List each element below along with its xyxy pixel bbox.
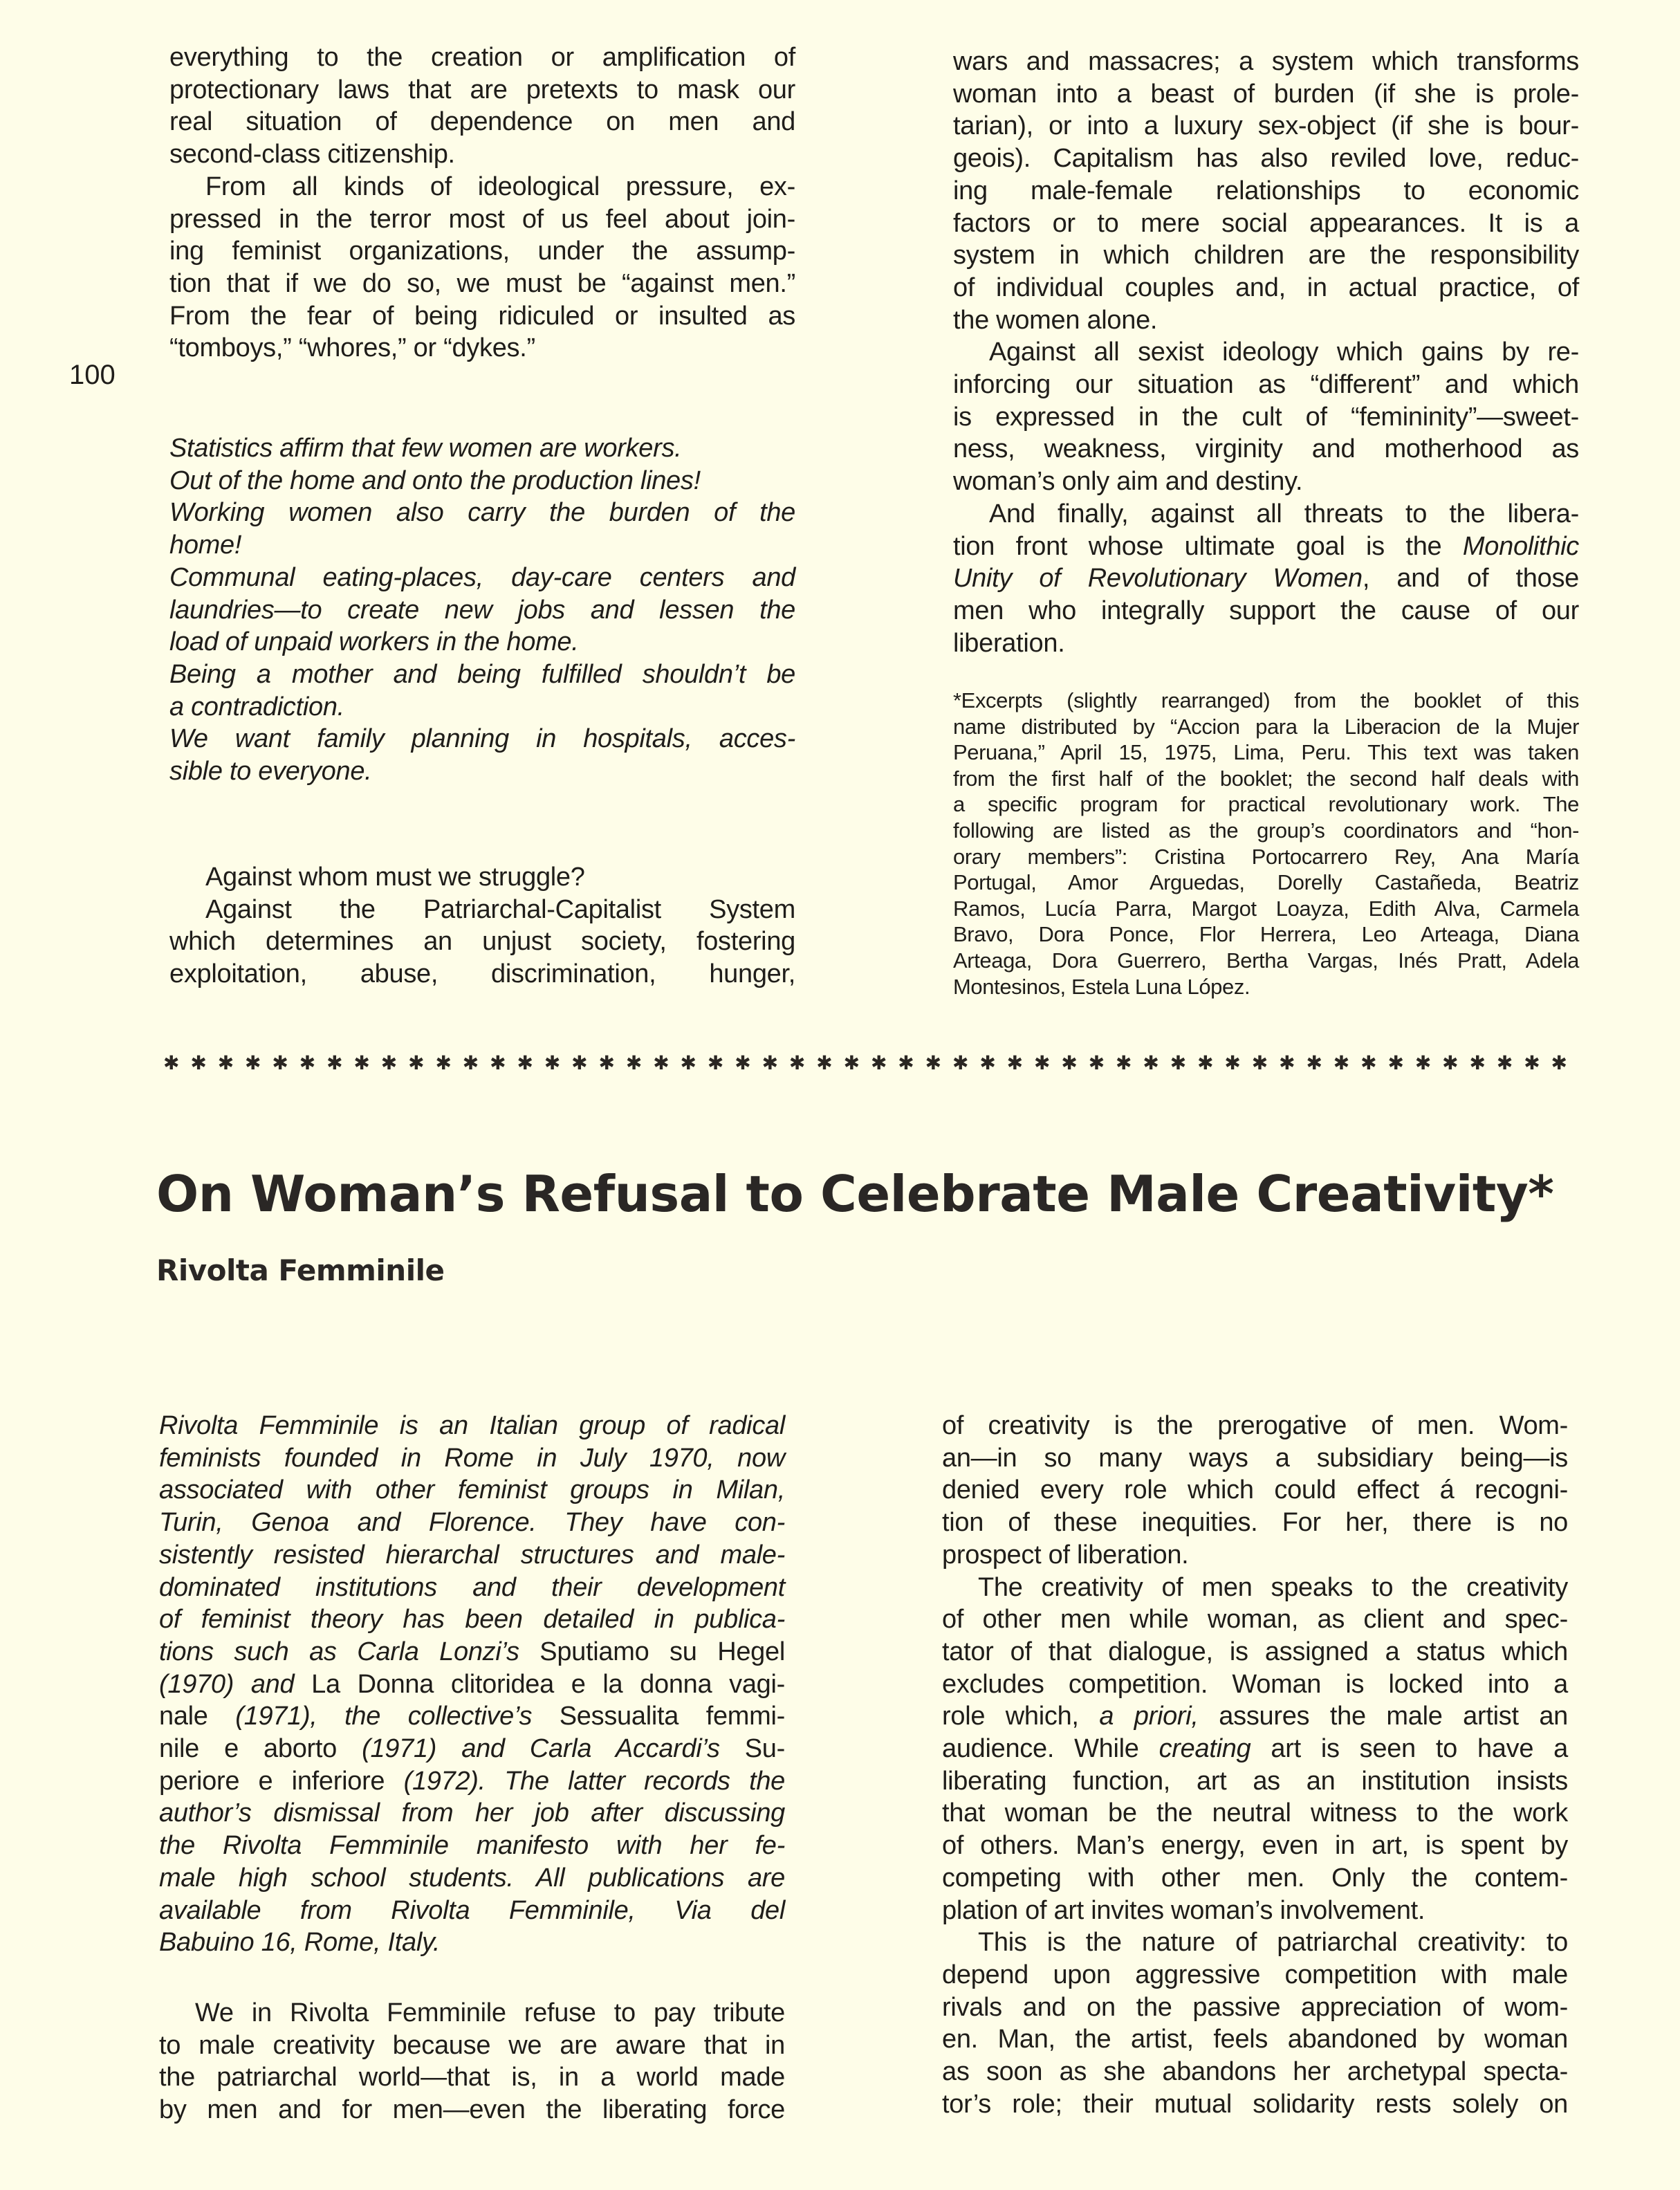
star-icon: ✱ — [517, 1052, 533, 1074]
text-segment: tor’s role; their mutual solidarity rests solely on — [942, 2089, 1568, 2119]
paragraph — [953, 498, 1579, 660]
text-segment: depend upon aggressive competition with male — [942, 1960, 1568, 1989]
text-line — [159, 1636, 785, 1668]
star-icon: ✱ — [462, 1052, 479, 1074]
star-icon: ✱ — [245, 1052, 261, 1074]
text-segment: of others. Man’s energy, even in art, is spent by — [942, 1831, 1568, 1861]
italic-segment: (1971), the collective’s — [207, 1702, 560, 1731]
text-line: Statistics affirm that few women are workers. — [169, 434, 682, 463]
paragraph — [942, 1410, 1568, 1572]
text-line: pressed in the terror most of us feel about join- — [169, 204, 795, 234]
italic-segment: tions such as Carla Lonzi’s — [159, 1637, 540, 1666]
star-icon: ✱ — [1414, 1052, 1432, 1074]
text-line: ness, weakness, virginity and motherhood as — [953, 434, 1579, 464]
text-line — [942, 2056, 1568, 2088]
italic-segment: dominated institutions and their development — [159, 1572, 785, 1602]
text-line — [942, 1765, 1568, 1798]
text-line: home! — [169, 531, 242, 560]
italic-segment: of feminist theory has been detailed in publica- — [159, 1605, 785, 1635]
italic-segment: feminists founded in Rome in July 1970, now — [159, 1443, 785, 1473]
text-segment: Sessualita femmi- — [559, 1702, 785, 1731]
top-right-column — [953, 46, 1579, 659]
italic-segment: a priori, — [1099, 1702, 1199, 1731]
text-segment: of other men while woman, as client and spec- — [942, 1605, 1568, 1635]
star-icon: ✱ — [898, 1052, 914, 1074]
text-segment: And finally, against all threats to the libera- — [989, 499, 1579, 528]
text-line: Against all sexist ideology which gains by re- — [989, 338, 1579, 367]
text-line — [942, 1603, 1568, 1636]
text-segment: assures the male artist an — [1198, 1702, 1569, 1731]
text-line — [942, 1862, 1568, 1895]
star-icon: ✱ — [979, 1052, 996, 1074]
top-left-column — [169, 42, 795, 365]
slogan — [169, 497, 795, 561]
text-line: exploitation, abuse, discrimination, hunger, — [169, 959, 795, 989]
star-icon: ✱ — [1061, 1052, 1078, 1074]
italic-segment: sistently resisted hierarchal structures and male- — [159, 1540, 785, 1570]
star-icon: ✱ — [1387, 1052, 1404, 1074]
text-segment: denied every role which could effect á recogni- — [942, 1475, 1568, 1505]
text-line — [159, 1603, 785, 1636]
text-line: is expressed in the cult of “femininity”—sweet- — [953, 402, 1579, 432]
text-line: which determines an unjust society, fostering — [169, 927, 795, 957]
text-segment: rivals and on the passive appreciation of wom- — [942, 1992, 1568, 2022]
text-segment: The creativity of men speaks to the creativity — [978, 1572, 1568, 1602]
paragraph — [953, 336, 1579, 498]
text-line — [942, 1959, 1568, 1991]
paragraph — [169, 894, 795, 991]
text-line — [159, 1765, 785, 1798]
text-line — [159, 1733, 785, 1765]
text-segment: men who integrally support the cause of our — [953, 596, 1579, 625]
text-segment: periore e inferiore — [159, 1766, 385, 1796]
text-line: geois). Capitalism has also reviled love, reduc- — [953, 144, 1579, 174]
text-line: From all kinds of ideological pressure, ex- — [205, 172, 795, 201]
text-line — [942, 2088, 1568, 2121]
text-segment: that woman be the neutral witness to the work — [942, 1798, 1568, 1828]
text-line: We in Rivolta Femminile refuse to pay tribute — [195, 1998, 785, 2027]
text-line: the patriarchal world—that is, in a world made — [159, 2063, 785, 2092]
star-icon: ✱ — [408, 1052, 425, 1074]
text-segment: an—in so many ways a subsidiary being—is — [942, 1443, 1568, 1473]
slogan — [169, 723, 795, 787]
star-icon: ✱ — [1279, 1052, 1295, 1074]
text-line: Against the Patriarchal-Capitalist System — [205, 894, 795, 924]
text-line — [942, 1830, 1568, 1862]
italic-segment: Monolithic — [1462, 531, 1579, 561]
text-line — [159, 1862, 785, 1895]
star-icon: ✱ — [1360, 1052, 1377, 1074]
italic-segment: (1971) and Carla Accardi’s — [336, 1734, 745, 1764]
text-line — [942, 1700, 1568, 1733]
star-icon: ✱ — [1034, 1052, 1051, 1074]
star-icon: ✱ — [735, 1052, 751, 1074]
text-segment: audience. While — [942, 1734, 1159, 1764]
text-line — [159, 1830, 785, 1862]
text-line: tion that if we do so, we must be “against men.” — [169, 268, 795, 298]
page-number: 100 — [69, 360, 116, 390]
text-line — [942, 2023, 1568, 2056]
star-icon: ✱ — [1143, 1052, 1159, 1074]
star-icon: ✱ — [190, 1052, 207, 1074]
star-icon: ✱ — [598, 1052, 615, 1074]
star-icon: ✱ — [272, 1052, 288, 1074]
star-icon: ✱ — [1551, 1052, 1567, 1074]
italic-segment: associated with other feminist groups in Milan, — [159, 1475, 785, 1505]
star-icon: ✱ — [326, 1052, 343, 1074]
text-segment: nile e aborto — [159, 1734, 337, 1764]
text-line: sible to everyone. — [169, 757, 372, 786]
text-line: second-class citizenship. — [169, 140, 455, 169]
text-line: Against whom must we struggle? — [205, 863, 585, 892]
star-icon: ✱ — [1251, 1052, 1268, 1074]
text-line: a contradiction. — [169, 692, 344, 721]
text-line: Arteaga, Dora Guerrero, Bertha Vargas, Inés Pratt, Adela — [953, 948, 1579, 973]
text-line — [159, 1539, 785, 1572]
text-line — [942, 1474, 1568, 1507]
text-line: system in which children are the responsibility — [953, 241, 1579, 270]
text-segment: , and of those — [1362, 564, 1579, 593]
text-line — [953, 562, 1579, 595]
star-icon: ✱ — [571, 1052, 588, 1074]
text-line: “tomboys,” “whores,” or “dykes.” — [169, 333, 535, 363]
star-icon: ✱ — [217, 1052, 234, 1074]
text-line — [942, 1797, 1568, 1830]
paragraph — [942, 1926, 1568, 2120]
star-icon: ✱ — [1197, 1052, 1214, 1074]
text-line: protectionary laws that are pretexts to mask our — [169, 75, 795, 104]
text-line: to male creativity because we are aware that in — [159, 2030, 785, 2060]
text-line: *Excerpts (slightly rearranged) from the booklet of this — [953, 688, 1579, 712]
text-segment: as soon as she abandons her archetypal specta- — [942, 2057, 1568, 2087]
star-icon: ✱ — [707, 1052, 724, 1074]
text-line: orary members”: Cristina Portocarrero Rey, Ana María — [953, 844, 1579, 869]
text-segment: role which, — [942, 1702, 1100, 1731]
text-line — [942, 1991, 1568, 2024]
star-icon: ✱ — [816, 1052, 833, 1074]
text-segment: liberating function, art as an institution insists — [942, 1766, 1568, 1796]
paragraph — [169, 861, 795, 894]
footnote — [953, 688, 1579, 1000]
text-line: following are listed as the group’s coordinators and “hon- — [953, 818, 1579, 843]
paragraph — [942, 1572, 1568, 1927]
text-line: factors or to mere social appearances. It is a — [953, 208, 1579, 238]
text-segment: tion of these inequities. For her, there is no — [942, 1508, 1568, 1538]
text-line: ing feminist organizations, under the assump- — [169, 237, 795, 266]
italic-segment: author’s dismissal from her job after discussing — [159, 1798, 785, 1828]
text-line: from the first half of the booklet; the second half deals with — [953, 766, 1579, 791]
text-line — [953, 498, 1579, 531]
article-right-body — [942, 1410, 1568, 2120]
text-line — [159, 1797, 785, 1830]
text-segment: of creativity is the prerogative of men. Wom- — [942, 1411, 1568, 1440]
star-icon: ✱ — [870, 1052, 887, 1074]
text-segment: prospect of liberation. — [942, 1540, 1189, 1570]
slogan — [169, 432, 795, 465]
star-icon: ✱ — [544, 1052, 561, 1074]
star-icon: ✱ — [1224, 1052, 1241, 1074]
text-line: real situation of dependence on men and — [169, 107, 795, 137]
paragraph — [953, 46, 1579, 336]
text-line: woman into a beast of burden (if she is prole- — [953, 79, 1579, 109]
text-line — [159, 1410, 785, 1442]
star-icon: ✱ — [761, 1052, 779, 1074]
star-icon: ✱ — [1170, 1052, 1187, 1074]
star-icon: ✱ — [653, 1052, 670, 1074]
text-line: Peruana,” April 15, 1975, Lima, Peru. This text was taken — [953, 740, 1579, 765]
star-icon: ✱ — [1088, 1052, 1105, 1074]
text-line: Ramos, Lucía Parra, Margot Loayza, Edith Alva, Carmela — [953, 896, 1579, 921]
text-segment: plation of art invites woman’s involvement. — [942, 1895, 1425, 1925]
text-line — [942, 1507, 1568, 1539]
slogan — [169, 465, 795, 497]
footnote-text — [953, 688, 1579, 1000]
slogan — [169, 562, 795, 659]
italic-segment: creating — [1159, 1734, 1251, 1764]
italic-segment: Unity of Revolutionary Women — [953, 564, 1363, 593]
star-icon: ✱ — [1469, 1052, 1486, 1074]
text-line: Out of the home and onto the production lines! — [169, 466, 701, 495]
text-line: a specific program for practical revolutionary work. The — [953, 792, 1579, 817]
text-line: Portugal, Amor Arguedas, Dorelly Castañeda, Beatriz — [953, 870, 1579, 895]
text-segment: nale — [159, 1702, 208, 1731]
text-line — [942, 1668, 1568, 1701]
star-icon: ✱ — [163, 1052, 180, 1074]
text-line — [159, 1507, 785, 1539]
star-icon: ✱ — [435, 1052, 452, 1074]
text-line: ing male-female relationships to economic — [953, 176, 1579, 205]
text-segment: Su- — [744, 1734, 785, 1764]
star-icon: ✱ — [353, 1052, 370, 1074]
text-line — [159, 1668, 785, 1701]
star-icon: ✱ — [490, 1052, 506, 1074]
text-line: by men and for men—even the liberating force — [159, 2095, 785, 2125]
text-segment: Sputiamo su Hegel — [539, 1637, 785, 1666]
italic-segment: available from Rivolta Femminile, Via del — [159, 1895, 785, 1925]
star-icon: ✱ — [1524, 1052, 1540, 1074]
text-line: the women alone. — [953, 305, 1158, 335]
text-line: Communal eating-places, day-care centers and — [169, 562, 795, 592]
text-line — [942, 1410, 1568, 1442]
text-line — [159, 1700, 785, 1733]
article-byline: Rivolta Femminile — [156, 1253, 445, 1287]
italic-segment: Babuino 16, Rome, Italy. — [159, 1928, 441, 1958]
article-title: On Woman’s Refusal to Celebrate Male Creativity* — [156, 1165, 1554, 1223]
text-line — [953, 627, 1579, 660]
text-line — [159, 1572, 785, 1604]
star-icon: ✱ — [788, 1052, 806, 1074]
text-line — [953, 595, 1579, 627]
text-line: everything to the creation or amplification of — [169, 43, 795, 72]
text-line — [942, 1442, 1568, 1475]
star-icon: ✱ — [1116, 1052, 1132, 1074]
slogan-list — [169, 432, 795, 788]
text-line: laundries—to create new jobs and lessen the — [169, 595, 795, 625]
star-icon: ✱ — [952, 1052, 969, 1074]
article-intro — [159, 1410, 785, 1959]
text-line — [942, 1926, 1568, 1959]
italic-segment: the Rivolta Femminile manifesto with her fe- — [159, 1831, 785, 1861]
text-line: inforcing our situation as “different” and which — [953, 370, 1579, 400]
star-icon: ✱ — [1442, 1052, 1459, 1074]
star-icon: ✱ — [843, 1052, 860, 1074]
text-segment: tator of that dialogue, is assigned a status which — [942, 1637, 1568, 1666]
star-icon: ✱ — [925, 1052, 942, 1074]
text-line: Bravo, Dora Ponce, Flor Herrera, Leo Arteaga, Diana — [953, 922, 1579, 947]
star-icon: ✱ — [299, 1052, 316, 1074]
italic-segment: Turin, Genoa and Florence. They have con- — [159, 1508, 785, 1538]
text-line: name distributed by “Accion para la Liberacion de la Mujer — [953, 714, 1579, 739]
text-line — [942, 1539, 1568, 1572]
text-line: Being a mother and being fulfilled shouldn’t be — [169, 659, 795, 689]
italic-segment: male high school students. All publications are — [159, 1863, 785, 1893]
star-icon: ✱ — [1306, 1052, 1322, 1074]
text-line: Working women also carry the burden of the — [169, 498, 795, 528]
text-segment: tion front whose ultimate goal is the — [953, 531, 1463, 561]
text-line — [159, 1474, 785, 1507]
text-segment: excludes competition. Woman is locked into a — [942, 1669, 1568, 1699]
star-icon: ✱ — [680, 1052, 696, 1074]
text-line: We want family planning in hospitals, acces- — [169, 724, 795, 754]
text-line — [942, 1895, 1568, 1927]
star-icon: ✱ — [625, 1052, 643, 1074]
italic-segment: (1970) and — [159, 1669, 312, 1699]
text-line — [159, 1895, 785, 1927]
italic-segment: Rivolta Femminile is an Italian group of radical — [159, 1411, 785, 1440]
slogan — [169, 659, 795, 723]
paragraph — [159, 1997, 785, 2126]
text-segment: competing with other men. Only the contem- — [942, 1863, 1568, 1893]
italic-segment: (1972). The latter records the — [385, 1766, 785, 1796]
text-line — [942, 1636, 1568, 1668]
star-icon: ✱ — [1496, 1052, 1513, 1074]
text-line: load of unpaid workers in the home. — [169, 627, 579, 657]
text-line: woman’s only aim and destiny. — [953, 467, 1303, 497]
text-line: wars and massacres; a system which transforms — [953, 47, 1579, 76]
text-line — [159, 1926, 785, 1959]
text-line: From the fear of being ridiculed or insulted as — [169, 301, 795, 331]
paragraph — [169, 42, 795, 171]
star-icon: ✱ — [1006, 1052, 1024, 1074]
text-line: of individual couples and, in actual practice, of — [953, 273, 1579, 302]
text-line: tarian), or into a luxury sex-object (if she is bour- — [953, 111, 1579, 141]
text-line — [942, 1733, 1568, 1765]
intro-paragraph — [159, 1410, 785, 1959]
star-icon: ✱ — [1333, 1052, 1350, 1074]
text-segment: en. Man, the artist, feels abandoned by woman — [942, 2025, 1568, 2054]
text-line — [159, 1442, 785, 1475]
star-icon: ✱ — [380, 1052, 398, 1074]
star-divider — [163, 1053, 1567, 1074]
text-segment: liberation. — [953, 628, 1065, 658]
text-line — [942, 1572, 1568, 1604]
article-left-body — [159, 1997, 785, 2126]
text-segment: This is the nature of patriarchal creativity: to — [978, 1928, 1568, 1958]
text-line — [953, 531, 1579, 563]
closing-paragraphs — [169, 861, 795, 991]
text-line: Montesinos, Estela Luna López. — [953, 974, 1250, 999]
paragraph — [169, 171, 795, 365]
text-segment: art is seen to have a — [1250, 1734, 1568, 1764]
text-segment: La Donna clitoridea e la donna vagi- — [311, 1669, 786, 1699]
